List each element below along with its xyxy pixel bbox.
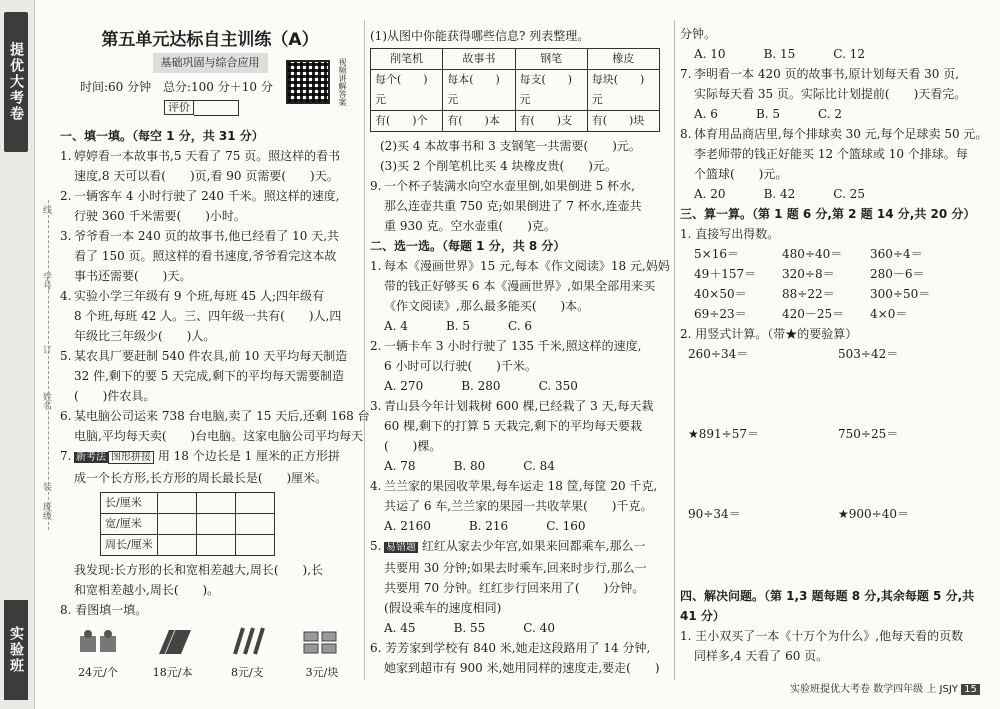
- fill-question-3: 3. 爷爷看一本 240 页的故事书,他已经看了 10 天,共 看了 150 页。照这样的看书速度,爷爷看完这本故 事书还需要( )天。: [60, 229, 340, 283]
- option-b[interactable]: B. 216: [468, 519, 509, 533]
- pen-icon: [225, 626, 269, 656]
- option-c[interactable]: C. 84: [523, 459, 555, 473]
- pencil-sharpener-icon: [76, 626, 120, 656]
- item-price: 8元/支: [230, 666, 264, 679]
- new-method-tag: 新考法: [76, 452, 106, 463]
- cut-line-label-line: 线: [41, 205, 51, 214]
- mc-8-options: [680, 184, 980, 204]
- vertical-calc-item[interactable]: 260÷34＝: [688, 347, 749, 361]
- oral-calc-grid: [680, 244, 980, 324]
- page-subtitle: 基础巩固与综合应用: [153, 53, 268, 73]
- mc-question-4: 4. 兰兰家的果园收苹果,每车运走 18 筐,每筐 20 千克, 共运了 6 车,兰兰家的果园一共收苹果( )千克。: [370, 479, 658, 513]
- oral-calc-item[interactable]: 88÷22＝: [782, 287, 835, 301]
- page-number: 15: [961, 684, 980, 695]
- pencil-sharpener-item: [66, 626, 130, 683]
- question-8: 8. 看图填一填。: [60, 603, 148, 617]
- class-label: 班级: [41, 502, 51, 520]
- oral-calc-heading: 1. 直接写出得数。: [680, 227, 780, 241]
- fill-question-4: 4. 实验小学三年级有 9 个班,每班 45 人;四年级有 8 个班,每班 42 人。三、四年级一共有( )人,四 年级比三年级少( )人。: [60, 289, 342, 343]
- question-7: 7. 新考法 图形拼接 用 18 个边长是 1 厘米的正方形拼: [60, 449, 340, 463]
- mc-1-options: [370, 316, 670, 336]
- option-c[interactable]: C. 25: [833, 187, 865, 201]
- total-score: 总分:100 分＋10 分: [162, 80, 273, 94]
- mc-question-1: 1. 每本《漫画世界》15 元,每本《作文阅读》18 元,妈妈 带的钱正好够买 6 本《漫画世界》,如果全部用来买 《作文阅读》,那么最多能买( )本。: [370, 259, 670, 313]
- option-b[interactable]: B. 15: [763, 47, 796, 61]
- column-3: [680, 24, 988, 666]
- footer-text: 实验班提优大考卷 数学四年级 上 JSJY: [790, 684, 958, 695]
- time-limit: 时间:60 分钟: [80, 80, 152, 94]
- oral-calc-item[interactable]: 69÷23＝: [694, 307, 747, 321]
- error-prone-tag: 易错题: [386, 542, 416, 553]
- oral-calc-item[interactable]: 300÷50＝: [870, 287, 931, 301]
- mc-5-options: [370, 618, 670, 638]
- column-1: [60, 0, 370, 683]
- option-b[interactable]: B. 5: [445, 319, 471, 333]
- oral-calc-item[interactable]: 320÷8＝: [782, 267, 835, 281]
- question-8-part-1: (1)从图中你能获得哪些信息? 列表整理。: [370, 29, 590, 43]
- mc-6-options: [680, 44, 980, 64]
- rectangle-table: 长/厘米 宽/厘米 周长/厘米: [100, 492, 275, 556]
- option-a[interactable]: A. 4: [384, 319, 408, 333]
- section-1-heading: 一、填一填。（每空 1 分，共 31 分）: [60, 129, 264, 143]
- section-4-heading: 四、解决问题。（第 1,3 题每题 8 分,其余每题 5 分,共: [680, 589, 975, 603]
- item-price: 18元/本: [152, 666, 193, 679]
- question-7-line: 成一个长方形,长方形的周长最长是( )厘米。: [74, 471, 328, 485]
- mc-question-8: 8. 体育用品商店里,每个排球卖 30 元,每个足球卖 50 元。 李老师带的钱正好能买 12 个篮球或 10 个排球。每 个篮球( )元。: [680, 127, 988, 181]
- mc-question-6-line-2: 她家到超市有 900 米,她用同样的速度走,要走( ): [384, 661, 660, 675]
- cut-line-label-ding: 订: [41, 345, 51, 354]
- option-a[interactable]: A. 6: [694, 107, 718, 121]
- option-a[interactable]: A. 270: [384, 379, 424, 393]
- rating-label: 评价: [164, 100, 194, 115]
- vertical-calc-item[interactable]: 750÷25＝: [838, 427, 899, 441]
- product-images: [60, 620, 360, 683]
- vertical-calc-grid: [680, 344, 980, 584]
- pen-item: [215, 626, 279, 683]
- column-divider: [674, 20, 675, 680]
- eraser-icon: [300, 626, 344, 656]
- option-b[interactable]: B. 80: [453, 459, 486, 473]
- oral-calc-item[interactable]: 420－25＝: [782, 307, 845, 321]
- footer: [790, 680, 980, 695]
- mc-3-options: [370, 456, 670, 476]
- page-title: 第五单元达标自主训练（A）: [101, 30, 319, 50]
- mc-2-options: [370, 376, 670, 396]
- qr-code-icon[interactable]: [286, 60, 330, 104]
- question-8-part-2: (2)买 4 本故事书和 3 支钢笔一共需要( )元。: [380, 139, 641, 153]
- mc-question-2: 2. 一辆卡车 3 小时行驶了 135 千米,照这样的速度, 6 小时可以行驶( )千米。: [370, 339, 642, 373]
- mc-7-options: [680, 104, 980, 124]
- solve-question-1-line-1: 1. 王小双买了一本《十万个为什么》,他每天看的页数: [680, 629, 964, 643]
- solve-question-1-line-2: 同样多,4 天看了 60 页。: [694, 649, 829, 663]
- brand-bottom-label: 实验班: [4, 600, 28, 700]
- oral-calc-item[interactable]: 40×50＝: [694, 287, 747, 301]
- option-c[interactable]: C. 2: [818, 107, 843, 121]
- option-b[interactable]: B. 280: [461, 379, 501, 393]
- question-8-part-3: (3)买 2 个削笔机比买 4 块橡皮贵( )元。: [380, 159, 617, 173]
- qr-caption: 视频讲解答案: [338, 58, 347, 106]
- mc-question-5: 5. 易错题 红红从家去少年宫,如果来回都乘车,那么一 共要用 30 分钟;如果去时乘车,回来时步行,那么一 共要用 70 分钟。红红步行回来用了( )分钟。 (假设乘车的速度相同): [370, 539, 647, 615]
- item-price: 24元/个: [78, 666, 118, 679]
- fill-question-1: 1. 婷婷看一本故事书,5 天看了 75 页。照这样的看书 速度,8 天可以看( )页,看 90 页需要( )天。: [60, 149, 341, 183]
- option-c[interactable]: C. 12: [833, 47, 865, 61]
- mc-4-options: [370, 516, 670, 536]
- fill-question-5: 5. 某农具厂要赶制 540 件农具,前 10 天平均每天制造 32 件,剩下的要 5 天完成,剩下的平均每天需要制造 ( )件农具。: [60, 349, 348, 403]
- option-a[interactable]: A. 2160: [384, 519, 431, 533]
- vertical-calc-item[interactable]: 90÷34＝: [688, 507, 741, 521]
- oral-calc-item[interactable]: 480÷40＝: [782, 247, 843, 261]
- shape-tag: 图形拼接: [108, 451, 154, 464]
- sidebar: [0, 0, 35, 709]
- option-a[interactable]: A. 10: [694, 47, 726, 61]
- vertical-calc-item[interactable]: ★900÷40＝: [838, 507, 909, 521]
- question-9: 9. 一个杯子装满水向空水壶里倒,如果倒进 5 杯水, 那么连壶共重 750 克;如果倒进了 7 杯水,连壶共 重 930 克。空水壶重( )克。: [370, 179, 642, 233]
- option-b[interactable]: B. 42: [763, 187, 796, 201]
- binding-line: [48, 200, 49, 530]
- student-number-label: 学号: [41, 272, 51, 290]
- finding-line-1: 我发现:长方形的长和宽相差越大,周长( ),长: [74, 563, 324, 577]
- mc-question-6-line-1: 6. 芳芳家到学校有 840 米,她走这段路用了 14 分钟,: [370, 641, 651, 655]
- storybook-item: [141, 626, 205, 683]
- name-label: 姓名: [41, 392, 51, 410]
- vertical-calc-item[interactable]: ★891÷57＝: [688, 427, 759, 441]
- finding-line-2: 和宽相差越小,周长( )。: [74, 583, 220, 597]
- option-c[interactable]: C. 40: [523, 621, 555, 635]
- vertical-calc-item[interactable]: 503÷42＝: [838, 347, 899, 361]
- mc-question-7: 7. 李明看一本 420 页的故事书,原计划每天看 30 页, 实际每天看 35 页。实际比计划提前( )天看完。: [680, 67, 967, 101]
- section-4-heading-cont: 41 分）: [680, 609, 725, 623]
- option-c[interactable]: C. 6: [508, 319, 533, 333]
- info-table: 削笔机 故事书 钢笔 橡皮 每个( )元 每本( )元 每支( )元 每块( )元 有( )个 有( )本 有( )支 有( )块: [370, 48, 660, 132]
- oral-calc-item[interactable]: 4×0＝: [870, 307, 908, 321]
- option-a[interactable]: A. 45: [384, 621, 416, 635]
- continuation-text: 分钟。: [680, 27, 717, 41]
- option-a[interactable]: A. 20: [694, 187, 726, 201]
- option-b[interactable]: B. 55: [453, 621, 486, 635]
- oral-calc-item[interactable]: 5×16＝: [694, 247, 739, 261]
- fill-question-6: 6. 某电脑公司运来 738 台电脑,卖了 15 天后,还剩 168 台 电脑,平均每天卖( )台电脑。这家电脑公司平均每天: [60, 409, 370, 443]
- column-divider: [364, 20, 365, 680]
- cut-line-label-zhuang: 装: [41, 482, 51, 491]
- option-c[interactable]: C. 350: [538, 379, 578, 393]
- oral-calc-item[interactable]: 280－6＝: [870, 267, 925, 281]
- section-2-heading: 二、选一选。（每题 1 分，共 8 分）: [370, 239, 566, 253]
- mc-question-3: 3. 青山县今年计划栽树 600 棵,已经栽了 3 天,每天栽 60 棵,剩下的打算 5 天栽完,剩下的平均每天要栽 ( )棵。: [370, 399, 654, 453]
- option-c[interactable]: C. 160: [546, 519, 586, 533]
- brand-top-label: 提优大考卷: [4, 12, 28, 152]
- section-3-heading: 三、算一算。（第 1 题 6 分,第 2 题 14 分,共 20 分）: [680, 207, 976, 221]
- rating-box[interactable]: [194, 100, 239, 116]
- option-a[interactable]: A. 78: [384, 459, 416, 473]
- item-price: 3元/块: [305, 666, 339, 679]
- eraser-item: [290, 626, 354, 683]
- option-b[interactable]: B. 5: [755, 107, 781, 121]
- oral-calc-item[interactable]: 360÷4＝: [870, 247, 923, 261]
- oral-calc-item[interactable]: 49＋157＝: [694, 267, 757, 281]
- fill-question-2: 2. 一辆客车 4 小时行驶了 240 千米。照这样的速度, 行驶 360 千米需要( )小时。: [60, 189, 340, 223]
- column-2: [370, 26, 670, 678]
- book-icon: [151, 626, 195, 656]
- vertical-calc-heading: 2. 用竖式计算。（带★的要验算）: [680, 327, 858, 341]
